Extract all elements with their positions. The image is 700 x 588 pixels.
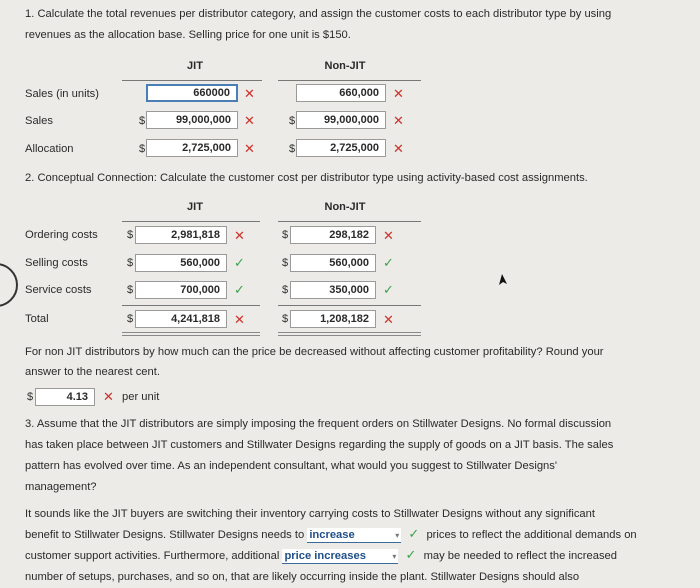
jit-allocation-incorrect-icon: ✕: [244, 141, 255, 156]
q2-header-rule-jit: [122, 221, 260, 222]
q1-col-nonjit-header: Non-JIT: [324, 60, 366, 72]
jit-sales-input[interactable]: 99,000,000: [146, 111, 238, 129]
q3-line4: management?: [25, 481, 97, 493]
row-label-selling-costs: Selling costs: [25, 257, 88, 269]
nonjit-ordering-costs-input[interactable]: 298,182: [290, 226, 376, 244]
mouse-cursor-icon: [497, 273, 509, 287]
q2-subtotal-rule-jit: [122, 305, 260, 306]
q1-line2: revenues as the allocation base. Selling price for one unit is $150.: [25, 29, 351, 41]
nonjit-sales-input[interactable]: 99,000,000: [296, 111, 386, 129]
row-label-total: Total: [25, 313, 49, 325]
q3-answer-line2: [25, 525, 637, 546]
q2-total-double-rule-jit: [122, 332, 260, 336]
followup-line2: answer to the nearest cent.: [25, 366, 160, 378]
nonjit-total-input[interactable]: 1,208,182: [290, 310, 376, 328]
jit-allocation-input[interactable]: 2,725,000: [146, 139, 238, 157]
price-decrease-incorrect-icon: ✕: [103, 389, 114, 404]
edge-circle-icon: [0, 262, 20, 308]
jit-service-correct-icon: ✓: [234, 282, 245, 297]
jit-allocation-dollar: $: [139, 143, 146, 155]
jit-total-input[interactable]: 4,241,818: [135, 310, 227, 328]
q2-question: 2. Conceptual Connection: Calculate the customer cost per distributor type using activity-based cost assignments.: [25, 172, 588, 184]
jit-total-dollar: $: [127, 313, 134, 325]
nonjit-selling-correct-icon: ✓: [383, 255, 394, 270]
jit-sales-units-incorrect-icon: ✕: [244, 86, 255, 101]
followup-line1: For non JIT distributors by how much can the price be decreased without affecting customer profitability? Round your: [25, 346, 604, 358]
chevron-down-icon: ▾: [395, 531, 400, 540]
row-label-service-costs: Service costs: [25, 284, 92, 296]
q3-answer-line3: [25, 546, 617, 567]
nonjit-total-incorrect-icon: ✕: [383, 312, 394, 327]
q2-col-jit-header: JIT: [187, 201, 203, 213]
row-label-sales-units: Sales (in units): [25, 88, 99, 100]
q1-header-rule-jit: [122, 80, 262, 81]
nonjit-selling-dollar: $: [282, 257, 289, 269]
q2-header-rule-nonjit: [278, 221, 421, 222]
jit-ordering-costs-input[interactable]: 2,981,818: [135, 226, 227, 244]
nonjit-total-dollar: $: [282, 313, 289, 325]
q1-line1: 1. Calculate the total revenues per distributor category, and assign the customer costs to each distributor type by using: [25, 8, 612, 20]
q3-answer-line2-pre: benefit to Stillwater Designs. Stillwater Designs needs to: [25, 529, 305, 541]
jit-service-costs-input[interactable]: 700,000: [135, 281, 227, 299]
jit-sales-units-input[interactable]: 660000: [146, 84, 238, 102]
jit-ordering-dollar: $: [127, 229, 134, 241]
row-label-ordering-costs: Ordering costs: [25, 229, 98, 241]
price-decrease-input[interactable]: 4.13: [35, 388, 95, 406]
jit-selling-correct-icon: ✓: [234, 255, 245, 270]
price-decrease-dollar: $: [27, 391, 34, 403]
q3-answer-line2-post: prices to reflect the additional demands on: [426, 529, 637, 541]
q2-subtotal-rule-nonjit: [278, 305, 421, 306]
nonjit-allocation-incorrect-icon: ✕: [393, 141, 404, 156]
nonjit-service-correct-icon: ✓: [383, 282, 394, 297]
q3-answer-line3-pre: customer support activities. Furthermore, additional: [25, 550, 280, 562]
nonjit-selling-costs-input[interactable]: 560,000: [290, 254, 376, 272]
jit-sales-dollar: $: [139, 115, 146, 127]
jit-selling-dollar: $: [127, 257, 134, 269]
chevron-down-icon: ▾: [392, 552, 397, 561]
nonjit-sales-units-input[interactable]: 660,000: [296, 84, 386, 102]
increase-dropdown[interactable]: [307, 528, 401, 543]
q3-answer-line3-post: may be needed to reflect the increased: [423, 550, 617, 562]
nonjit-ordering-dollar: $: [282, 229, 289, 241]
q3-line2: has taken place between JIT customers and Stillwater Designs regarding the supply of goods on a JIT basis. The sales: [25, 439, 614, 451]
nonjit-ordering-incorrect-icon: ✕: [383, 228, 394, 243]
nonjit-sales-units-incorrect-icon: ✕: [393, 86, 404, 101]
increase-correct-icon: ✓: [408, 526, 420, 541]
increase-dropdown-value: increase: [309, 529, 355, 541]
q1-col-jit-header: JIT: [187, 60, 203, 72]
price-increases-dropdown[interactable]: [282, 549, 398, 564]
jit-selling-costs-input[interactable]: 560,000: [135, 254, 227, 272]
nonjit-service-dollar: $: [282, 284, 289, 296]
q2-col-nonjit-header: Non-JIT: [324, 201, 366, 213]
nonjit-allocation-input[interactable]: 2,725,000: [296, 139, 386, 157]
jit-ordering-incorrect-icon: ✕: [234, 228, 245, 243]
price-decrease-unit: per unit: [122, 391, 160, 403]
jit-service-dollar: $: [127, 284, 134, 296]
q1-header-rule-nonjit: [278, 80, 421, 81]
row-label-sales: Sales: [25, 115, 53, 127]
q3-line1: 3. Assume that the JIT distributors are simply imposing the frequent orders on Stillwater Designs. No formal discussion: [25, 418, 612, 430]
row-label-allocation: Allocation: [25, 143, 74, 155]
nonjit-allocation-dollar: $: [289, 143, 296, 155]
price-increases-correct-icon: ✓: [405, 547, 417, 562]
nonjit-sales-dollar: $: [289, 115, 296, 127]
price-increases-dropdown-value: price increases: [284, 550, 366, 562]
jit-sales-incorrect-icon: ✕: [244, 113, 255, 128]
q3-answer-line1: It sounds like the JIT buyers are switching their inventory carrying costs to Stillwater Designs without any significant: [25, 508, 595, 520]
q3-answer-line4: number of setups, purchases, and so on, that are likely occurring inside the plant. Stillwater Designs should also: [25, 571, 580, 583]
nonjit-sales-incorrect-icon: ✕: [393, 113, 404, 128]
nonjit-service-costs-input[interactable]: 350,000: [290, 281, 376, 299]
jit-total-incorrect-icon: ✕: [234, 312, 245, 327]
q2-total-double-rule-nonjit: [278, 332, 421, 336]
q3-line3: pattern has evolved over time. As an independent consultant, what would you suggest to Stillwater Designs': [25, 460, 557, 472]
